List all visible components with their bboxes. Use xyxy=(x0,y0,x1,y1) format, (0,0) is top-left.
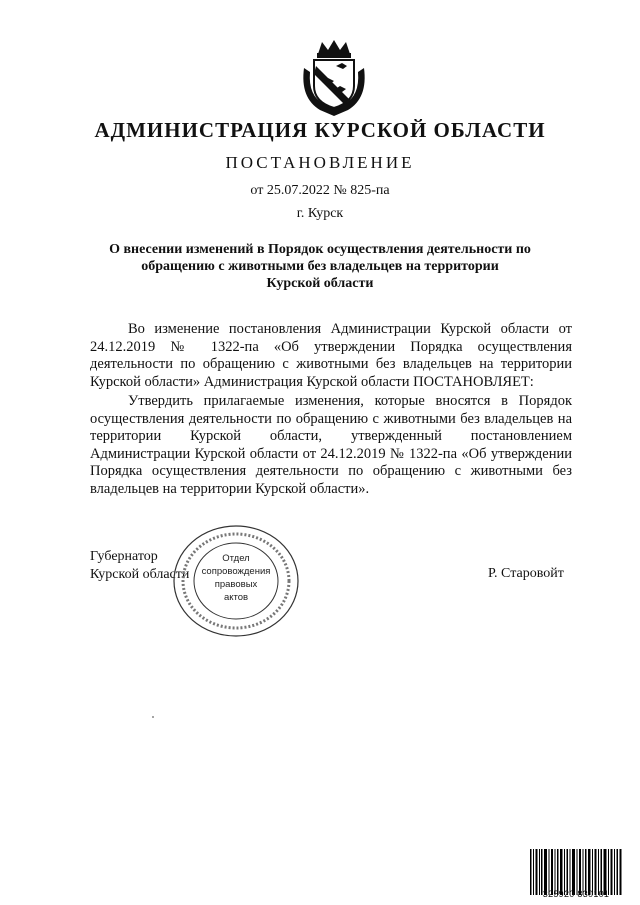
subject-line: О внесении изменений в Порядок осуществления деятельности по xyxy=(109,242,531,257)
stamp-line: Отдел xyxy=(222,553,250,564)
document-city: г. Курск xyxy=(296,206,344,221)
subject-line: обращению с животными без владельцев на территории xyxy=(141,259,499,274)
stamp-line: сопровождения xyxy=(201,566,271,577)
subject-line: Курской области xyxy=(266,276,374,291)
body-paragraph-resolution: Утвердить прилагаемые изменения, которые вносятся в Порядок осуществления деятельности по обращению с животными без владельцев на территории Курской области, утвержденный постановлением Администрации Курской области от 24.12.2019 № 1322-па «Об утверждении Порядка осуществления деятельности по обращению с животными без владельцев на территории Курской области». xyxy=(90,393,572,497)
stamp-line: актов xyxy=(223,592,249,603)
document-date-number: от 25.07.2022 № 825-па xyxy=(250,183,390,198)
coat-of-arms-emblem xyxy=(300,38,368,118)
barcode-number: 325920 830101 xyxy=(542,889,610,899)
document-subject xyxy=(0,241,640,292)
scan-speck xyxy=(152,716,154,718)
signatory-name: Р. Старовойт xyxy=(488,566,564,581)
document-type: ПОСТАНОВЛЕНИЕ xyxy=(225,153,415,172)
body-paragraph-preamble: Во изменение постановления Администрации Курской области от 24.12.2019 № 1322-па «Об утверждении Порядка осуществления деятельности по обращению с животными без владельцев на территории Курской области» Администрация Курской области ПОСТАНОВЛЯЕТ: xyxy=(90,321,572,390)
organization-title: АДМИНИСТРАЦИЯ КУРСКОЙ ОБЛАСТИ xyxy=(94,118,546,142)
legal-department-stamp xyxy=(170,522,302,640)
signatory-title-line: Губернатор xyxy=(90,549,158,564)
stamp-text xyxy=(170,552,302,604)
stamp-line: правовых xyxy=(214,579,258,590)
signatory-title-line: Курской области xyxy=(90,566,190,582)
